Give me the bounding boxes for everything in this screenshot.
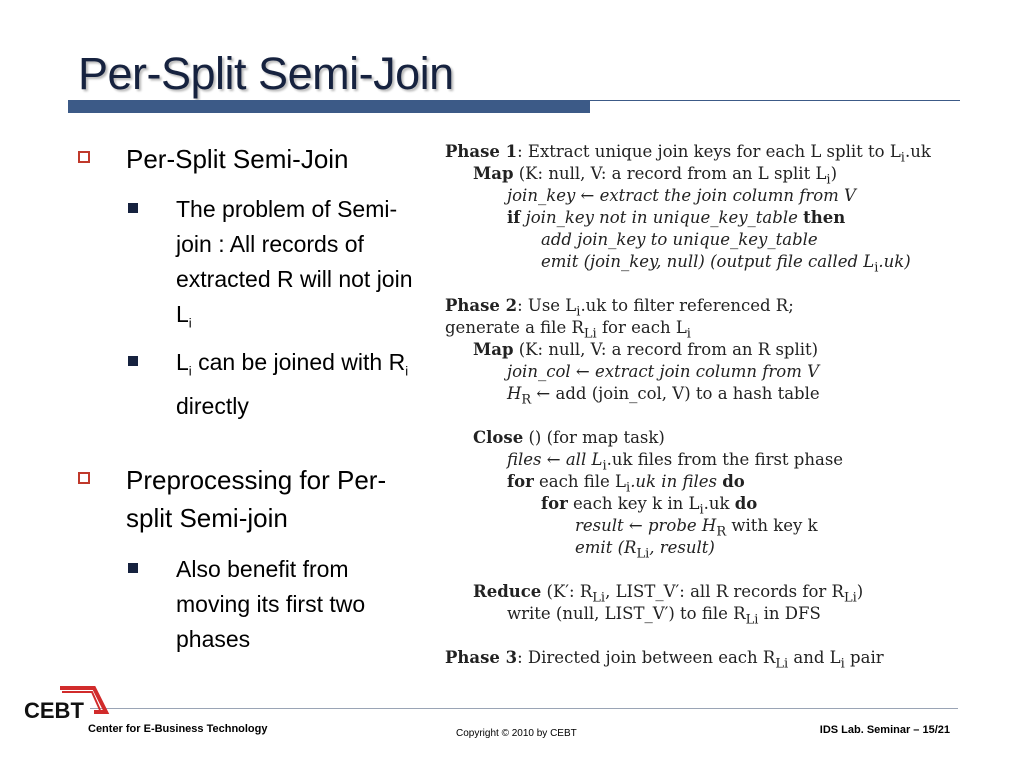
algo-close-emit: emit ($R_{Li}$, result): [575, 538, 715, 562]
algo-phase1-if: if join_key not in unique_key_table then: [507, 208, 846, 227]
algo-phase1-line: Phase 1: Extract unique join keys for each L split to $L_i.uk$: [445, 142, 931, 166]
hollow-square-icon: [78, 151, 90, 163]
footer-organization: Center for E-Business Technology: [88, 723, 268, 735]
algo-phase2-line: Phase 2: Use $L_i.uk$ to filter referenced R;: [445, 296, 794, 320]
svg-text:CEBT: CEBT: [24, 698, 84, 723]
algo-phase3-line: Phase 3: Directed join between each $R_{Li}$ and $L_i$ pair: [445, 648, 884, 672]
filled-square-icon: [128, 563, 138, 573]
algo-phase2-hash: $H_R$ ← add (join_col, V) to a hash table: [507, 384, 820, 408]
algo-close-line: Close () (for map task): [473, 428, 665, 447]
algo-phase1-extract: join_key ← extract the join column from V: [507, 186, 856, 205]
algo-phase1-map: Map (K: null, V: a record from an L split $L_i$): [473, 164, 838, 188]
footer-rule: [90, 708, 958, 709]
algo-close-files: files ← all $L_i.uk$ files from the first phase: [507, 450, 844, 474]
filled-square-icon: [128, 203, 138, 213]
algo-phase2-generate: generate a file $R_{Li}$ for each $L_i$: [445, 318, 691, 342]
slide-title: Per-Split Semi-Join: [78, 48, 454, 99]
algo-phase2-map: Map (K: null, V: a record from an R split): [473, 340, 819, 359]
algo-close-probe: result ← probe $H_R$ with key k: [575, 516, 818, 540]
sub-bullet-text: The problem of Semi-join : All records of extracted R will not join $L_i$: [176, 196, 413, 331]
sub-bullet-text: $L_i$ can be joined with $R_i$ directly: [176, 349, 409, 419]
title-rule-thick: [68, 100, 590, 113]
bullet-text: Preprocessing for Per-split Semi-join: [126, 465, 387, 533]
algo-phase2-extract: join_col ← extract join column from V: [507, 362, 820, 381]
title-rule-thin: [590, 100, 960, 101]
filled-square-icon: [128, 356, 138, 366]
algo-phase1-emit: emit (join_key, null) (output file called $L_i.uk$): [541, 252, 911, 276]
sub-bullet-text: Also benefit from moving its first two phases: [176, 556, 366, 652]
algo-reduce-line: Reduce (K′: $R_{Li}$, LIST_V′: all R records for $R_{Li}$): [473, 582, 864, 606]
hollow-square-icon: [78, 472, 90, 484]
footer-slide-number: IDS Lab. Seminar – 15/21: [819, 724, 950, 736]
bullet-text: Per-Split Semi-Join: [126, 144, 349, 174]
algo-reduce-write: write (null, LIST_V′) to file $R_{Li}$ in DFS: [507, 604, 821, 628]
algo-close-for-key: for each key k in $L_i.uk$ do: [541, 494, 758, 518]
footer-copyright: Copyright © 2010 by CEBT: [456, 728, 577, 739]
algo-phase1-add: add join_key to unique_key_table: [541, 230, 818, 249]
algo-close-for-file: for each file $L_i.uk$ in files do: [507, 472, 745, 496]
